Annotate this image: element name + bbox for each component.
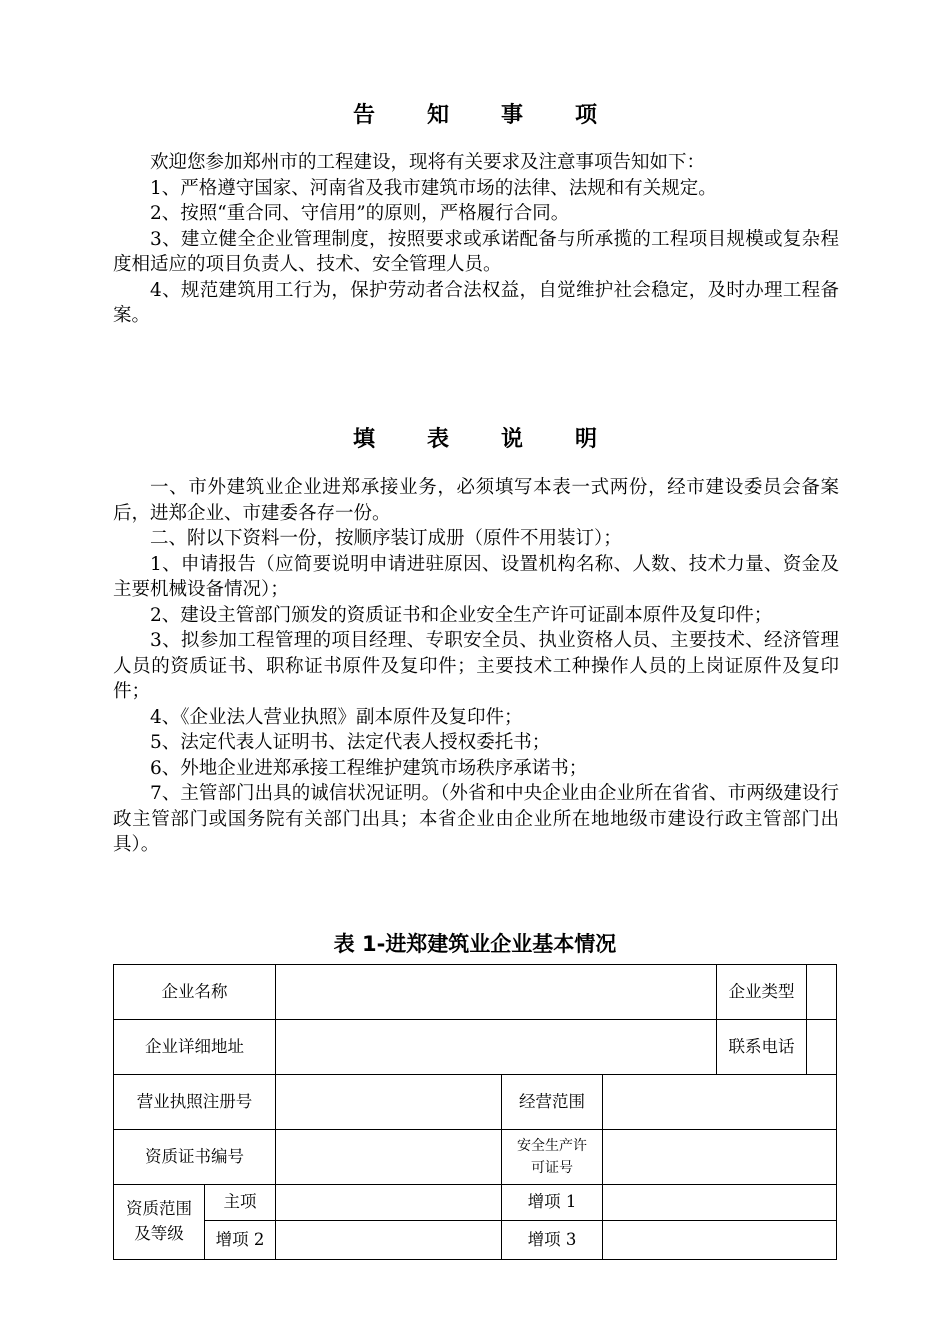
notice-paragraph: 欢迎您参加郑州市的工程建设，现将有关要求及注意事项告知如下： [150, 152, 706, 173]
input-license-no[interactable] [276, 1075, 502, 1130]
label-main-item: 主项 [205, 1185, 276, 1221]
label-qualification-no: 资质证书编号 [114, 1130, 276, 1185]
notice-paragraph: 4、规范建筑用工行为，保护劳动者合法权益，自觉维护社会稳定，及时办理工程备案。 [113, 279, 839, 326]
instruction-paragraph: 5、法定代表人证明书、法定代表人授权委托书； [150, 732, 551, 753]
table-title: 表 1-进郑建筑业企业基本情况 [333, 932, 617, 956]
notice-paragraph: 3、建立健全企业管理制度，按照要求或承诺配备与所承揽的工程项目规模或复杂程度相适应的项目负责人、技术、安全管理人员。 [113, 228, 839, 275]
input-main-item[interactable] [276, 1185, 502, 1221]
label-company-name: 企业名称 [114, 965, 276, 1020]
label-phone: 联系电话 [717, 1020, 807, 1075]
input-extra-3[interactable] [603, 1221, 836, 1259]
instruction-paragraph: 1、申请报告（应简要说明申请进驻原因、设置机构名称、人数、技术力量、资金及主要机械设备情况）； [113, 553, 839, 600]
notice-paragraph: 1、严格遵守国家、河南省及我市建筑市场的法律、法规和有关规定。 [150, 177, 717, 199]
company-info-table [113, 964, 837, 1260]
instruction-paragraph: 一、市外建筑业企业进郑承接业务，必须填写本表一式两份，经市建设委员会备案后，进郑企业、市建委各存一份。 [113, 477, 839, 524]
label-extra-1: 增项 1 [502, 1185, 603, 1221]
instruction-paragraph: 二、附以下资料一份，按顺序装订成册（原件不用装订）； [150, 528, 622, 549]
input-company-type[interactable] [807, 965, 836, 1020]
label-qualification-scope: 资质范围及等级 [114, 1185, 205, 1259]
input-qualification-no[interactable] [276, 1130, 502, 1185]
input-phone[interactable] [807, 1020, 836, 1075]
notice-paragraph: 2、按照“重合同、守信用”的原则，严格履行合同。 [150, 203, 570, 224]
label-business-scope: 经营范围 [502, 1075, 603, 1130]
input-extra-2[interactable] [276, 1221, 502, 1259]
input-company-name[interactable] [276, 965, 717, 1020]
input-business-scope[interactable] [603, 1075, 836, 1130]
instruction-paragraph: 7、主管部门出具的诚信状况证明。（外省和中央企业由企业所在省省、市两级建设行政主管部门或国务院有关部门出具；本省企业由企业所在地地级市建设行政主管部门出具）。 [113, 783, 839, 855]
input-safety-permit[interactable] [603, 1130, 836, 1185]
instruction-paragraph: 2、建设主管部门颁发的资质证书和企业安全生产许可证副本原件及复印件； [150, 604, 773, 626]
instructions-body [113, 475, 839, 858]
label-company-type: 企业类型 [717, 965, 807, 1020]
label-license-no: 营业执照注册号 [114, 1075, 276, 1130]
notice-title: 告知事项 [352, 102, 649, 128]
instruction-paragraph: 3、拟参加工程管理的项目经理、专职安全员、执业资格人员、主要技术、经济管理人员的资质证书、职称证书原件及复印件；主要技术工种操作人员的上岗证原件及复印件； [113, 630, 839, 702]
instructions-title: 填表说明 [352, 426, 649, 452]
label-safety-permit: 安全生产许可证号 [502, 1130, 603, 1185]
label-address: 企业详细地址 [114, 1020, 276, 1075]
label-extra-2: 增项 2 [205, 1221, 276, 1259]
input-address[interactable] [276, 1020, 717, 1075]
instruction-paragraph: 6、外地企业进郑承接工程维护建筑市场秩序承诺书； [150, 757, 588, 779]
input-extra-1[interactable] [603, 1185, 836, 1221]
instruction-paragraph: 4、《企业法人营业执照》副本原件及复印件； [150, 706, 523, 728]
notice-body [113, 150, 839, 329]
label-extra-3: 增项 3 [502, 1221, 603, 1259]
